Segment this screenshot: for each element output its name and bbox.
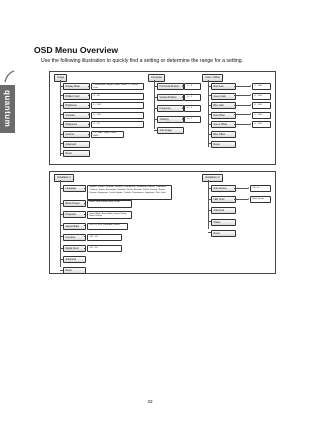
menu-item: Reset [63, 150, 90, 157]
menu-item: Auto Image [157, 127, 184, 134]
bottom-menu-diagram [49, 171, 276, 274]
menu-item: Brilliant Color [63, 93, 90, 100]
menu-item: Green Offset [211, 121, 236, 128]
menu-item: Blue Offset [211, 131, 236, 138]
page-title: OSD Menu Overview [34, 45, 119, 55]
menu-item: Frequency [157, 105, 184, 112]
menu-item-value: Black, Red, Green, Blue, White [87, 200, 132, 207]
menu-item: Reset [211, 230, 236, 237]
page-subtitle: Use the following illustration to quickly find a setting or determine the range for a setting. [41, 58, 244, 64]
menu-item: Vertical Position [157, 94, 184, 101]
menu-item: Gamma [63, 131, 90, 138]
menu-installation1-header: Installation I [54, 174, 74, 182]
menu-item: Green Gain [211, 93, 236, 100]
menu-item: Status [211, 219, 236, 226]
menu-item-value: -5 ~ 5 [184, 94, 201, 101]
menu-item: Aspect Ratio [63, 223, 86, 230]
swoosh-icon [3, 70, 15, 84]
menu-item-value: 0 ~ 100 [252, 121, 271, 128]
menu-item-value: -40 ~ 40 [87, 234, 122, 241]
menu-item: Tracking [157, 116, 184, 123]
menu-item-value: 0 ~ 100 [252, 102, 271, 109]
menu-image-header: Image [54, 74, 67, 82]
menu-item-value: -5 ~ 5 [184, 105, 201, 112]
menu-item: Contrast [63, 112, 90, 119]
menu-item: Digital Zoom [63, 245, 86, 252]
menu-item-value: 0 ~ 31 [91, 121, 144, 128]
menu-item: Blue Gain [211, 102, 236, 109]
menu-color-header: Color / White [202, 74, 223, 82]
menu-item-value: Off, On [250, 185, 271, 192]
menu-item-value: Presentation, Bright, Game, Movie, TV, sRGB, User [91, 83, 144, 90]
menu-item-value: Front-Table, Rear-Table, Front-Ceiling, Rear-Ceiling [87, 211, 132, 218]
menu-item: Horizontal Position [157, 83, 184, 90]
menu-item-value: English, French, German, Spanish, Portuguese, Simplified Chinese, Traditional Chinese, Italian, Norwegian, Swedish, Dutch, Russian, Polish, Finnish, Greek, Korean, Hungarian, Czech, Arabic, Turkish, Vietnamese, Japanese, Thai, Farsi [87, 185, 172, 200]
menu-item-value: 0 ~ 100 [252, 83, 271, 90]
menu-item-value: -5 ~ 5 [184, 116, 201, 123]
menu-item-value: Red, Green [250, 196, 271, 203]
menu-item-value: -10 ~ 10 [87, 245, 122, 252]
menu-item: Advanced [63, 141, 90, 148]
menu-item: Language [63, 185, 86, 192]
menu-item: Projection [63, 211, 86, 218]
menu-item-value: PC, MAC, Video, Chart, B&W [91, 131, 124, 138]
page-number: 22 [147, 399, 153, 404]
menu-item: Reset [63, 267, 86, 274]
menu-item: Display Mode [63, 83, 90, 90]
menu-item: Brightness [63, 102, 90, 109]
menu-item-value: 0 ~ 100 [91, 112, 144, 119]
menu-item-value: 0 ~ 100 [91, 102, 144, 109]
menu-item: Red Gain [211, 83, 236, 90]
menu-item: LED Color [211, 196, 236, 203]
menu-item: Keystone [63, 234, 86, 241]
menu-item-value: 0 ~ 100 [252, 93, 271, 100]
menu-item-value: Fill, 4:3, 16:9, Letterbox, Native [87, 223, 128, 230]
top-menu-diagram [49, 71, 276, 165]
menu-installation2-header: Installation II [202, 174, 223, 182]
menu-item: Auto Source [211, 185, 236, 192]
menu-item: Sharpness [63, 121, 90, 128]
menu-item: Blank Screen [63, 200, 86, 207]
menu-item: Advanced [63, 256, 86, 263]
menu-item: Reset [211, 141, 236, 148]
menu-item-value: 0 ~ 10 [91, 93, 144, 100]
menu-item: Red Offset [211, 112, 236, 119]
side-tab-text: quantum [3, 90, 12, 128]
menu-item-value: 0 ~ 100 [252, 112, 271, 119]
menu-item-value: -5 ~ 5 [184, 83, 201, 90]
menu-computer-header: Computer [148, 74, 165, 82]
menu-item: Advanced [211, 207, 236, 214]
